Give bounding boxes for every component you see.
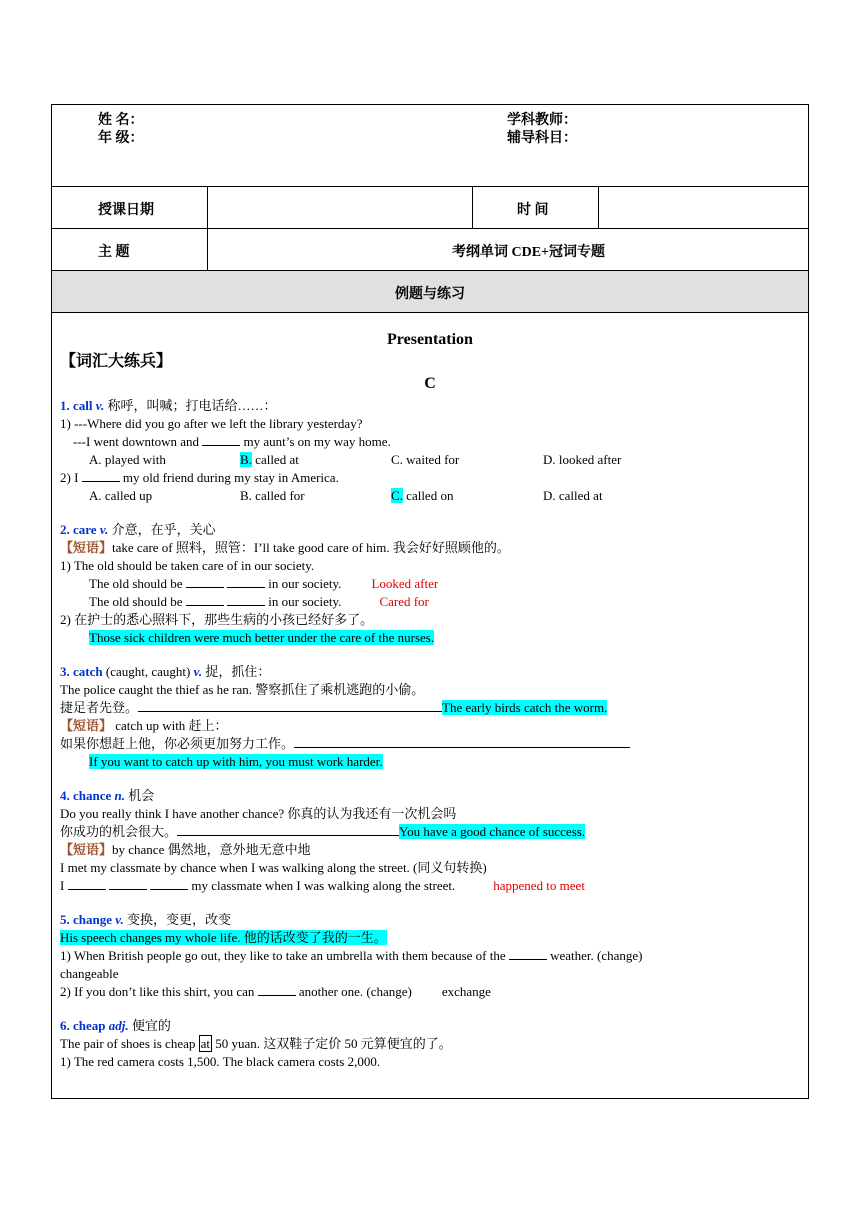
topic-row <box>52 229 808 271</box>
catch-phrase: 【短语】 catch up with 赶上： <box>60 718 228 733</box>
care-q1a: The old should be in our society. Looked after <box>89 576 439 591</box>
answer-text: exchange <box>441 984 491 999</box>
student-info-row <box>52 105 808 187</box>
care-phrase: 【短语】take care of 照料，照管：I’ll take good care of him. 我会好好照顾他的。 <box>60 540 510 555</box>
time-label: 时 间 <box>517 203 549 218</box>
exercise-content <box>52 313 808 1098</box>
care-q2-answer: Those sick children were much better under the care of the nurses. <box>89 630 435 645</box>
presentation-title: Presentation <box>387 331 473 348</box>
cheap-example: The pair of shoes is cheap at 50 yuan. 这双鞋子定价 50 元算便宜的了。 <box>60 1036 452 1051</box>
subject-label: 辅导科目： <box>507 131 577 146</box>
catch-example: The police caught the thief as he ran. 警察抓住了乘机逃跑的小偷。 <box>60 682 425 697</box>
entry-change: 5. change v. 变换，变更，改变 <box>60 912 232 927</box>
topic-label: 主 题 <box>98 245 130 260</box>
call-q1-options: A. played with B. called at C. waited for D. looked after <box>89 452 622 467</box>
call-q1b: ---I went downtown and my aunt’s on my way home. <box>73 434 391 449</box>
chance-q1: 你成功的机会很大。 You have a good chance of success. <box>60 824 586 839</box>
grade-label: 年 级： <box>98 131 144 146</box>
topic-value: 考纲单词 CDE+冠词专题 <box>452 245 606 260</box>
entry-care: 2. care v. 介意，在乎，关心 <box>60 522 216 537</box>
letter-heading: C <box>424 375 436 392</box>
section-header-row <box>52 271 808 313</box>
date-row <box>52 187 808 229</box>
call-q2: 2) I my old friend during my stay in America. <box>60 470 339 485</box>
answer-text: Cared for <box>379 594 429 609</box>
lesson-sheet <box>51 104 809 1099</box>
change-example: His speech changes my whole life. 他的话改变了我的一生。 <box>60 930 387 945</box>
change-q2: 2) If you don’t like this shirt, you can another one. (change) exchange <box>60 984 491 999</box>
name-label: 姓 名： <box>98 113 144 128</box>
chance-example: Do you really think I have another chance? 你真的认为我还有一次机会吗 <box>60 806 457 821</box>
cheap-q1: 1) The red camera costs 1,500. The black camera costs 2,000. <box>60 1054 381 1069</box>
call-q1: 1) ---Where did you go after we left the library yesterday? <box>60 416 363 431</box>
care-q1: 1) The old should be taken care of in our society. <box>60 558 315 573</box>
entry-call: 1. call v. 称呼，叫喊；打电话给……： <box>60 398 277 413</box>
answer-text: Looked after <box>371 576 439 591</box>
chance-phrase: 【短语】by chance 偶然地，意外地无意中地 <box>60 842 311 857</box>
care-q1b: The old should be in our society. Cared for <box>89 594 429 609</box>
catch-q2-answer: If you want to catch up with him, you must work harder. <box>89 754 383 769</box>
entry-catch: 3. catch (caught, caught) v. 捉，抓住： <box>60 664 271 679</box>
answer-text: happened to meet <box>493 878 585 893</box>
chance-q2: I my classmate when I was walking along the street. happened to meet <box>60 878 585 893</box>
change-q1: 1) When British people go out, they like to take an umbrella with them because of the weather. (change) <box>60 948 643 963</box>
call-q2-options: A. called up B. called for C. called on D. called at <box>89 488 603 503</box>
catch-q2: 如果你想赶上他，你必须更加努力工作。 <box>60 735 800 753</box>
vocab-title: 【词汇大练兵】 <box>60 353 173 370</box>
care-q2: 2) 在护士的悉心照料下，那些生病的小孩已经好多了。 <box>60 612 374 627</box>
entry-cheap: 6. cheap adj. 便宜的 <box>60 1018 171 1033</box>
catch-q1: 捷足者先登。 The early birds catch the worm. <box>60 700 608 715</box>
teacher-label: 学科教师： <box>507 113 577 128</box>
entry-chance: 4. chance n. 机会 <box>60 788 155 803</box>
section-title: 例题与练习 <box>395 287 465 302</box>
date-label: 授课日期 <box>98 203 154 218</box>
chance-example2: I met my classmate by chance when I was walking along the street. (同义句转换) <box>60 860 487 875</box>
change-q1-answer: changeable <box>60 966 119 981</box>
